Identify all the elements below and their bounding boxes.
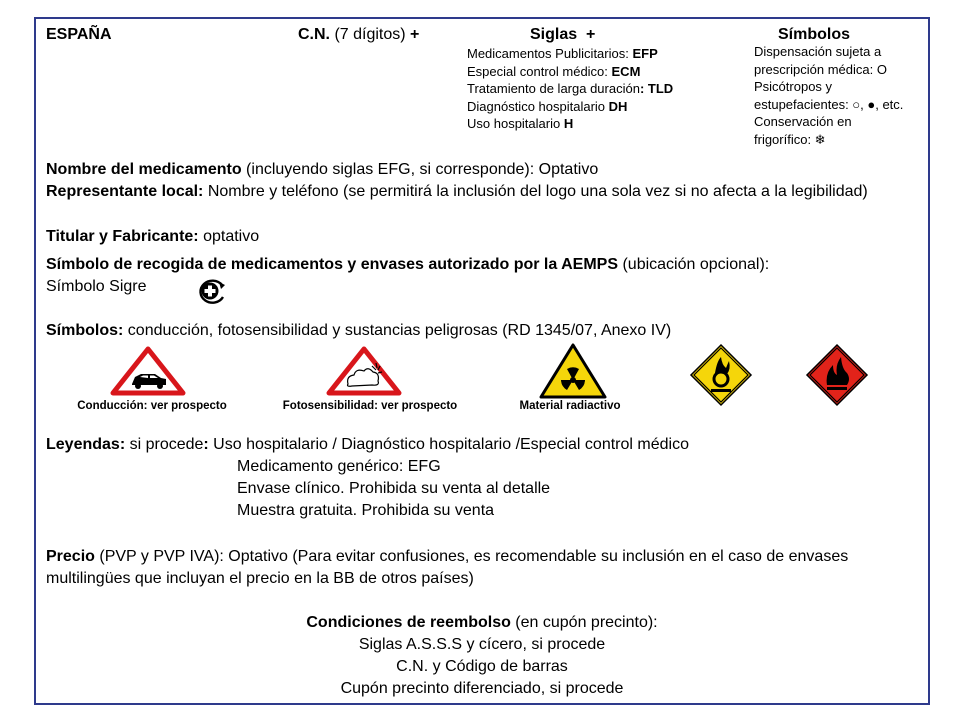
radiation-icon: [539, 343, 607, 399]
simbolos-line: Psicótropos y: [754, 79, 833, 94]
leyendas-line: Leyendas: si procede: Uso hospitalario / Diagnóstico hospitalario /Especial control médico: [46, 436, 689, 453]
simbolos-heading: Símbolos: [778, 26, 851, 43]
leyendas-item: Medicamento genérico: EFG: [237, 458, 441, 475]
condiciones-block: [34, 612, 930, 700]
simbolos-line: Conservación en: [754, 114, 852, 129]
precio-paragraph: Precio (PVP y PVP IVA): Optativo (Para evitar confusiones, es recomendable su inclusión en el caso de envases multilingües que incluyan el precio en la BB de otros países): [46, 548, 849, 587]
oxidizer-icon: [689, 343, 753, 407]
leyendas-sublist: [237, 456, 550, 522]
siglas-heading: Siglas +: [530, 26, 596, 43]
condiciones-item: Cupón precinto diferenciado, si procede: [340, 680, 624, 697]
country-heading: ESPAÑA: [46, 26, 112, 43]
simbolos-section-line: Símbolos: conducción, fotosensibilidad y sustancias peligrosas (RD 1345/07, Anexo IV): [46, 322, 672, 339]
pictogram-label: Material radiactivo: [519, 400, 621, 412]
siglas-item: Diagnóstico hospitalario DH: [467, 98, 628, 114]
car-warning-icon: [110, 346, 186, 396]
simbolos-line: estupefacientes: ○, ●, etc.: [754, 96, 904, 112]
leyendas-item: Muestra gratuita. Prohibida su venta: [237, 502, 495, 519]
nombre-line: Nombre del medicamento (incluyendo siglas EFG, si corresponde): Optativo: [46, 161, 599, 178]
simbolos-line: Dispensación sujeta a: [754, 44, 882, 59]
simbolos-line: prescripción médica: O: [754, 61, 887, 77]
flammable-icon: [805, 343, 869, 407]
titular-line: Titular y Fabricante: optativo: [46, 228, 260, 245]
siglas-item: Especial control médico: ECM: [467, 63, 641, 79]
leyendas-item: Envase clínico. Prohibida su venta al detalle: [237, 480, 551, 497]
siglas-list: [467, 45, 673, 133]
pictogram-label: Fotosensibilidad: ver prospecto: [282, 400, 458, 412]
simbolos-line: frigorífico: ❄: [754, 131, 826, 147]
condiciones-heading: Condiciones de reembolso (en cupón precinto):: [306, 614, 658, 631]
sigre-label: Símbolo Sigre: [46, 278, 147, 295]
sigre-icon: [192, 277, 228, 305]
condiciones-item: C.N. y Código de barras: [396, 658, 568, 675]
simbolos-list: [754, 43, 903, 148]
pictogram-label: Conducción: ver prospecto: [77, 400, 227, 412]
cn-heading: C.N. (7 dígitos) +: [298, 26, 420, 43]
condiciones-item: Siglas A.S.S.S y cícero, si procede: [358, 636, 606, 653]
siglas-item: Medicamentos Publicitarios: EFP: [467, 46, 658, 61]
siglas-item: Tratamiento de larga duración: TLD: [467, 81, 674, 96]
representante-line: Representante local: Nombre y teléfono (se permitirá la inclusión del logo una sola vez si no afecta a la legibilidad): [46, 183, 868, 200]
recogida-line: Símbolo de recogida de medicamentos y envases autorizado por la AEMPS (ubicación opcional):: [46, 256, 770, 273]
siglas-item: Uso hospitalario H: [467, 116, 574, 131]
sun-warning-icon: [326, 346, 402, 396]
